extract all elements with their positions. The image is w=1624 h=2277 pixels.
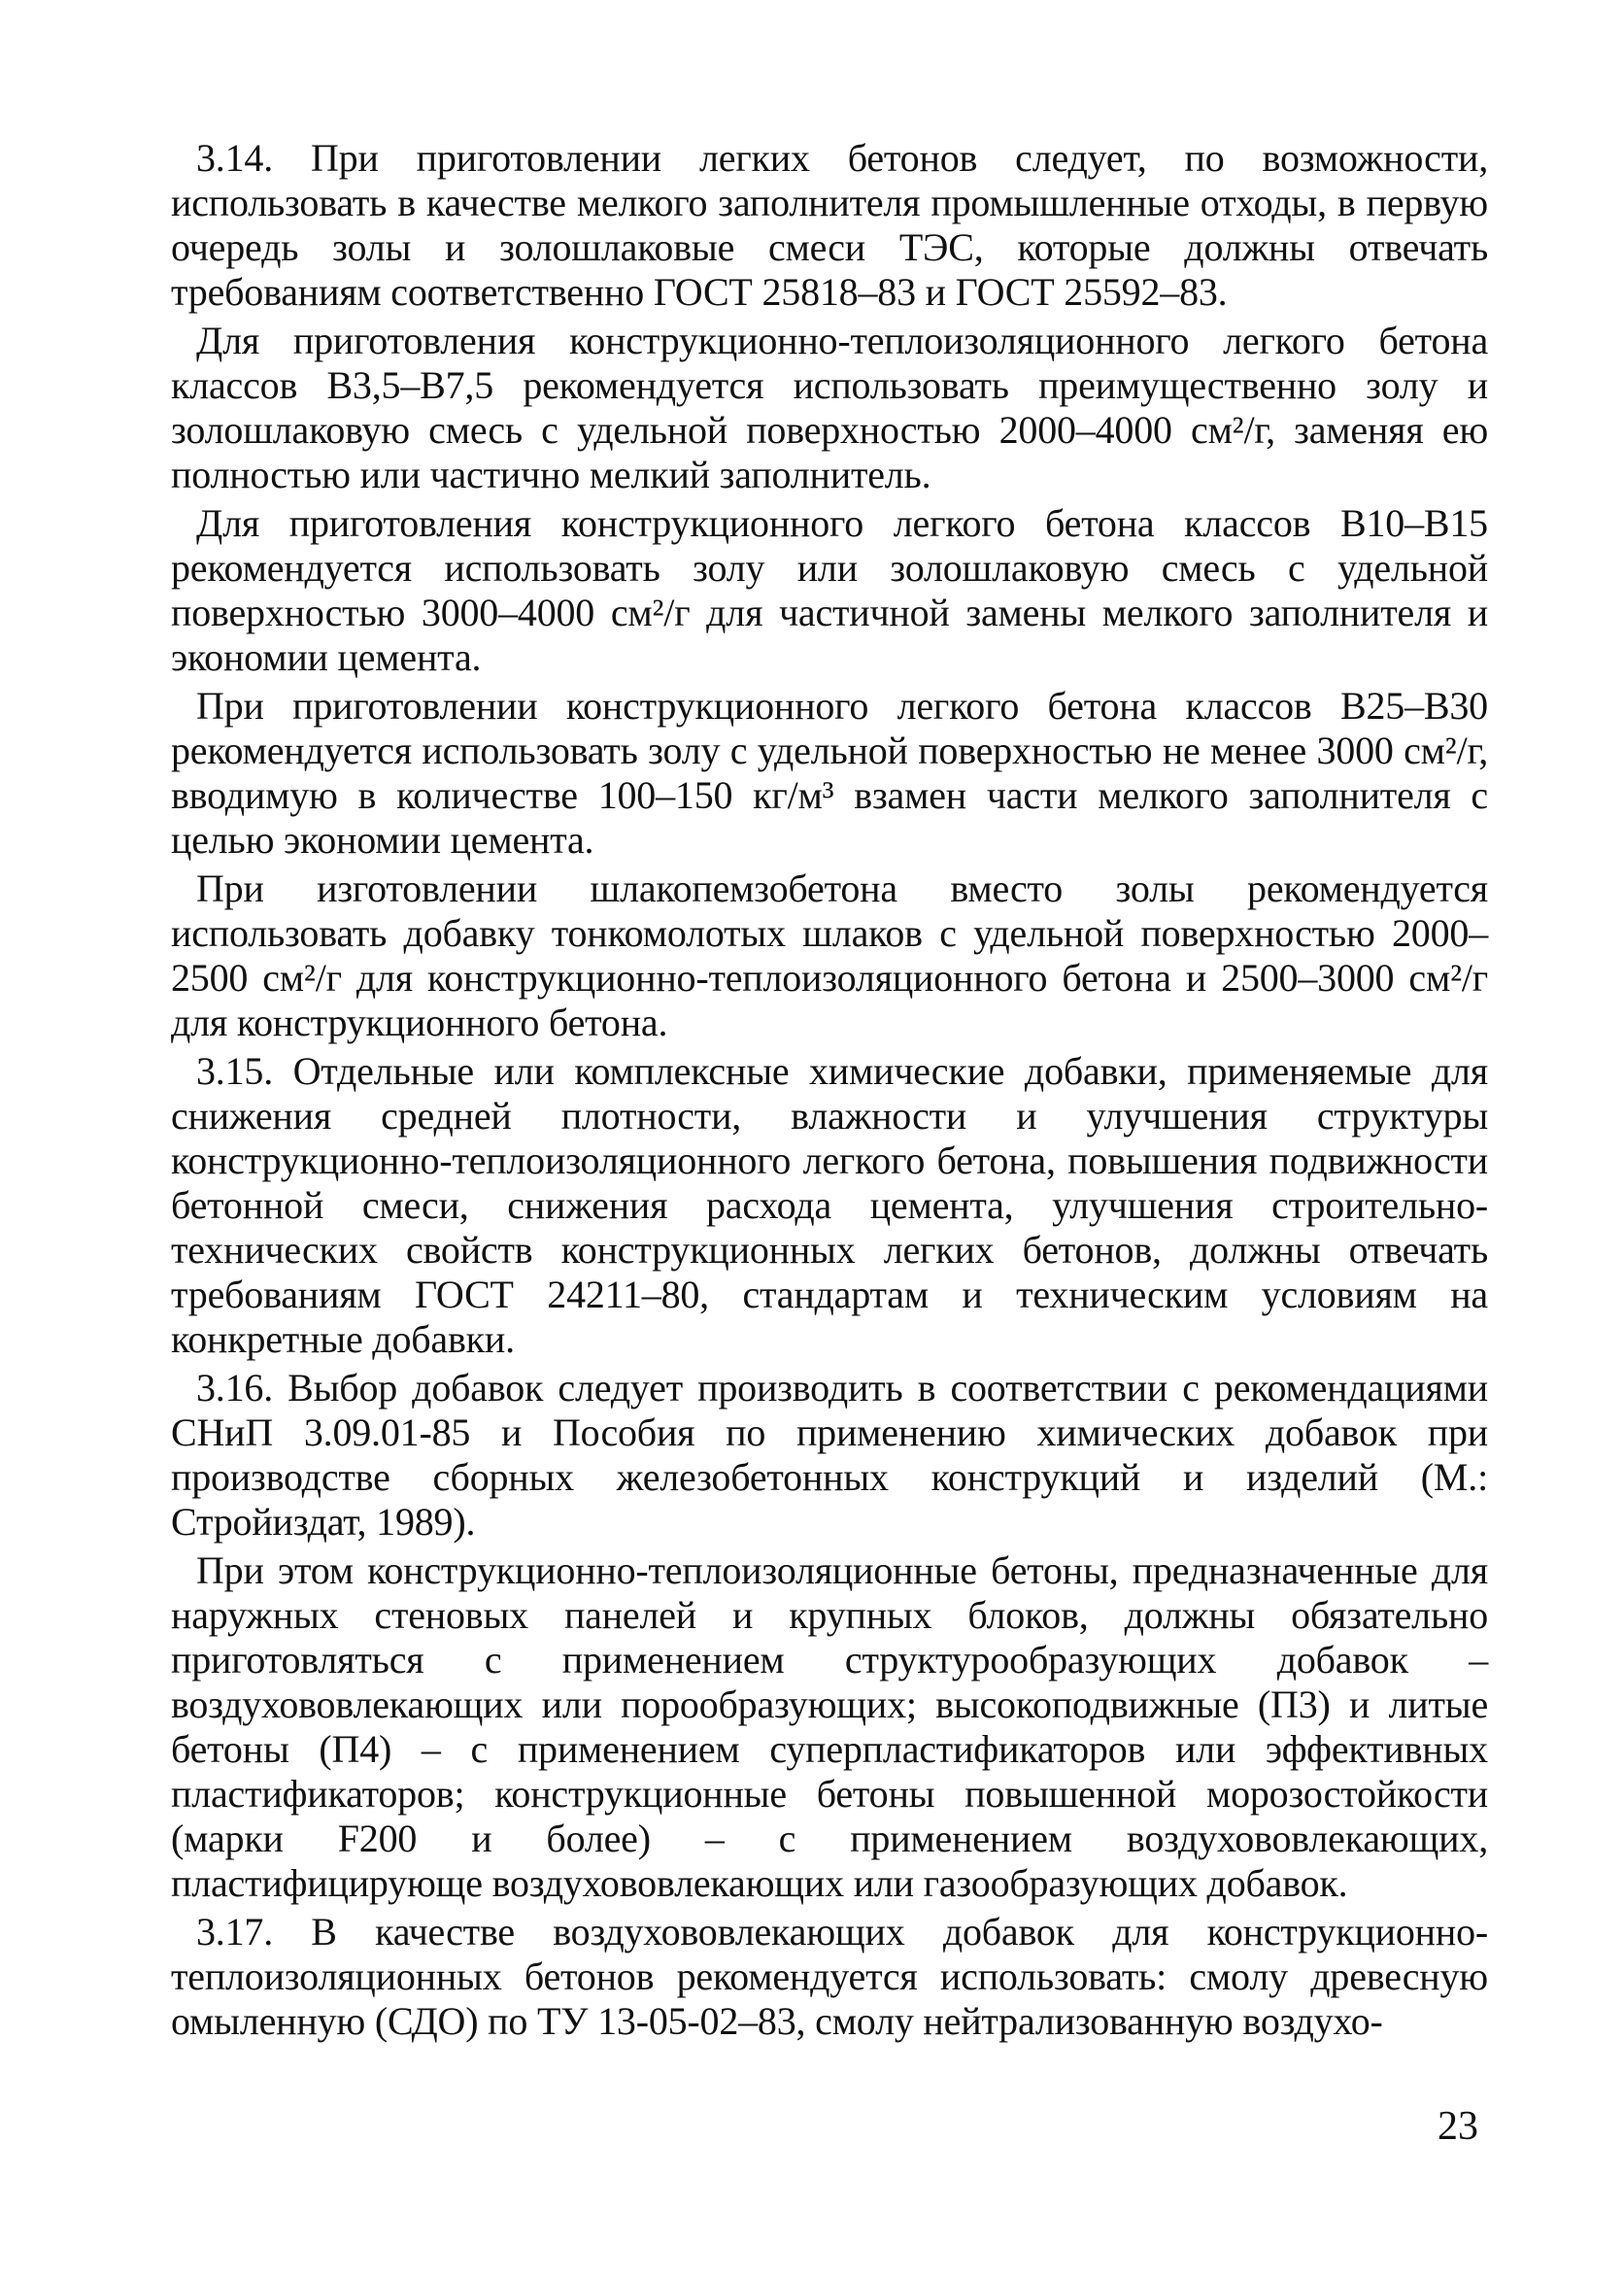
paragraph-3-17: 3.17. В качестве воздухововлекающих добавок для конструкционно-теплоизоляционных бетонов рекомендуется использовать: смолу древесную омыленную (СДО) по ТУ 13-05-02–83, смолу нейтрализованную воздухо- [171, 1910, 1488, 2043]
paragraph-3-14: 3.14. При приготовлении легких бетонов следует, по возможности, использовать в качестве мелкого заполнителя промышленные отходы, в первую очередь золы и золошлаковые смеси ТЭС, которые должны отвечать требованиям соответственно ГОСТ 25818–83 и ГОСТ 25592–83. [171, 136, 1488, 314]
paragraph-3-16: 3.16. Выбор добавок следует производить в соответствии с рекомендациями СНиП 3.09.01-85 и Пособия по применению химических добавок при производстве сборных железобетонных конструкций и изделий (М.: Стройиздат, 1989). [171, 1366, 1488, 1544]
paragraph-slag-pumice: При изготовлении шлакопемзобетона вместо золы рекомендуется использовать добавку тонкомолотых шлаков с удельной поверхностью 2000–2500 см²/г для конструкционно-теплоизоляционного бетона и 2500–3000 см²/г для конструкционного бетона. [171, 867, 1488, 1044]
paragraph-additives: При этом конструкционно-теплоизоляционные бетоны, предназначенные для наружных стеновых панелей и крупных блоков, должны обязательно приготовляться с применением структурообразующих добавок – воздухововлекающих или порообразующих; высокоподвижные (П3) и литые бетоны (П4) – с применением суперпластификаторов или эффективных пластификаторов; конструкционные бетоны повышенной морозостойкости (марки F200 и более) – с применением воздухововлекающих, пластифицирующе воздухововлекающих или газообразующих добавок. [171, 1548, 1488, 1905]
paragraph-ash-b25-b30: При приготовлении конструкционного легкого бетона классов В25–В30 рекомендуется использовать золу с удельной поверхностью не менее 3000 см²/г, вводимую в количестве 100–150 кг/м³ взамен части мелкого заполнителя с целью экономии цемента. [171, 684, 1488, 862]
paragraph-ash-b3-5-b7-5: Для приготовления конструкционно-теплоизоляционного легкого бетона классов В3,5–В7,5 рекомендуется использовать преимущественно золу и золошлаковую смесь с удельной поверхностью 2000–4000 см²/г, заменяя ею полностью или частично мелкий заполнитель. [171, 319, 1488, 496]
paragraph-ash-b10-b15: Для приготовления конструкционного легкого бетона классов В10–В15 рекомендуется использовать золу или золошлаковую смесь с удельной поверхностью 3000–4000 см²/г для частичной замены мелкого заполнителя и экономии цемента. [171, 501, 1488, 679]
paragraph-3-15: 3.15. Отдельные или комплексные химические добавки, применяемые для снижения средней плотности, влажности и улучшения структуры конструкционно-теплоизоляционного легкого бетона, повышения подвижности бетонной смеси, снижения расхода цемента, улучшения строительно-технических свойств конструкционных легких бетонов, должны отвечать требованиям ГОСТ 24211–80, стандартам и техническим условиям на конкретные добавки. [171, 1049, 1488, 1361]
page-number: 23 [1438, 2104, 1478, 2149]
body-text [171, 136, 1488, 2048]
